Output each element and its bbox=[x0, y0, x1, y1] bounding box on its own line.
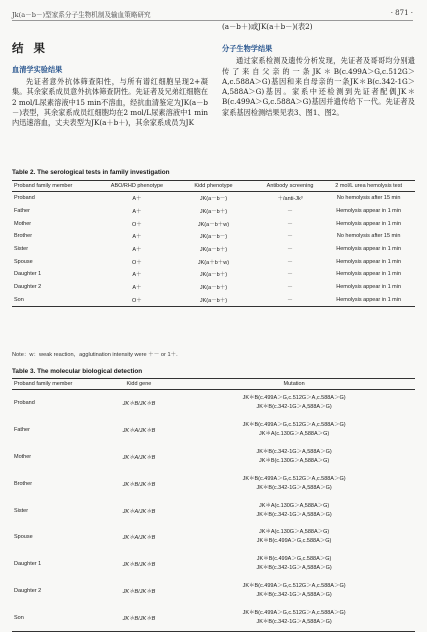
table-cell: Proband bbox=[14, 195, 35, 202]
results-heading: 结 果 bbox=[12, 41, 49, 55]
mutation-line: JK＊B(c.499A＞G,c.512G＞A,c.588A＞G) bbox=[242, 582, 346, 589]
table-cell: JK(a－b＋) bbox=[169, 294, 258, 307]
mutation-line: JK＊B(c.342-1G＞A,588A＞G) bbox=[256, 565, 332, 572]
mutation-line: JK＊B(c.499A＞G,c.512G＞A,c.588A＞G) bbox=[242, 475, 346, 482]
table-row bbox=[12, 230, 415, 243]
table-cell: A＋ bbox=[132, 285, 142, 292]
kidd-gene-cell: JK＊A/JK＊B bbox=[122, 535, 156, 542]
table-row bbox=[12, 497, 415, 524]
table-row bbox=[12, 268, 415, 281]
table-row bbox=[12, 217, 415, 230]
table3-header: Proband family member bbox=[12, 379, 105, 390]
mutation-cell bbox=[173, 390, 415, 417]
table-cell: Hemolysis appear in 1 min bbox=[336, 246, 402, 253]
kidd-gene-cell: JK＊B/JK＊B bbox=[122, 481, 156, 488]
table2-caption: Table 2. The serological tests in family investigation bbox=[12, 169, 170, 176]
serology-heading: 血清学实验结果 bbox=[12, 65, 63, 74]
kidd-gene-cell: JK＊A/JK＊B bbox=[122, 454, 156, 461]
mutation-line: JK＊B(c.499A＞G,c.512G＞A,c.588A＞G) bbox=[242, 395, 346, 402]
member-cell: Daughter 1 bbox=[14, 561, 42, 568]
table-cell: JK(a－b＋) bbox=[199, 247, 228, 254]
mutation-cell bbox=[173, 417, 415, 444]
table-row bbox=[12, 255, 415, 268]
member-cell: Proband bbox=[14, 400, 35, 407]
mutation-line: JK＊B(c.342-1G＞A,588A＞G) bbox=[256, 618, 332, 625]
kidd-gene-cell: JK＊B/JK＊B bbox=[122, 401, 156, 408]
header-title: Jk(a－b－)型家系分子生物机制及输血策略研究 bbox=[12, 11, 151, 19]
molecular-heading: 分子生物学结果 bbox=[222, 44, 273, 54]
mutation-cell bbox=[173, 578, 415, 605]
table-cell: Sister bbox=[14, 246, 29, 253]
mutation-cell bbox=[173, 604, 415, 631]
mutation-cell bbox=[173, 497, 415, 524]
mutation-line: JK＊A(c.130G＞A,588A＞G) bbox=[258, 502, 330, 509]
member-cell: Daughter 2 bbox=[14, 587, 42, 594]
kidd-gene-cell: JK＊B/JK＊B bbox=[122, 588, 156, 595]
table-row bbox=[12, 390, 415, 417]
table3-header: Kidd gene bbox=[105, 379, 174, 390]
table-row bbox=[12, 524, 415, 551]
right-column bbox=[222, 22, 415, 118]
table-row bbox=[12, 444, 415, 471]
kidd-gene-cell: JK＊B/JK＊B bbox=[122, 562, 156, 569]
mutation-cell bbox=[173, 551, 415, 578]
table-cell: Mother bbox=[14, 220, 32, 227]
table-cell: － bbox=[287, 272, 293, 279]
table-cell: Son bbox=[12, 294, 105, 307]
table-row bbox=[12, 470, 415, 497]
table3-caption: Table 3. The molecular biological detection bbox=[12, 368, 143, 375]
table-cell: JK(a＋b＋w) bbox=[197, 259, 230, 266]
table2-header-row bbox=[12, 181, 415, 192]
table-cell: A＋ bbox=[132, 247, 142, 254]
table-row bbox=[12, 294, 415, 307]
mutation-line: JK＊B(c.499A＞G,c.512G＞A,c.588A＞G) bbox=[242, 422, 346, 429]
table-cell: JK(a－b＋) bbox=[199, 272, 228, 279]
table-cell: － bbox=[258, 294, 322, 307]
mutation-cell bbox=[173, 444, 415, 471]
table-cell: JK(a－b－) bbox=[199, 234, 228, 241]
table-cell: A＋ bbox=[132, 196, 142, 203]
table-cell: JK(a－b＋) bbox=[199, 209, 228, 216]
table3-header-row bbox=[12, 379, 415, 390]
table-cell: Hemolysis appear in 1 min bbox=[336, 271, 402, 278]
mutation-line: JK＊B(c.130G＞A,588A＞G) bbox=[258, 457, 330, 464]
table3-header: Mutation bbox=[173, 379, 415, 390]
table-cell: O＋ bbox=[132, 221, 142, 228]
table-cell: JK(a－b＋w) bbox=[197, 221, 230, 228]
table-cell: JK(a－b－) bbox=[199, 196, 228, 203]
mutation-line: JK＊B(c.342-1G＞A,588A＞G) bbox=[256, 448, 332, 455]
table2-header: Proband family member bbox=[12, 181, 105, 192]
table-row bbox=[12, 192, 415, 205]
table-cell: － bbox=[287, 221, 293, 228]
table-cell: Hemolysis appear in 1 min bbox=[336, 220, 402, 227]
table-cell: Spouse bbox=[14, 258, 33, 265]
table-cell: Father bbox=[14, 208, 30, 215]
table-cell: O＋ bbox=[105, 294, 169, 307]
table-cell: Brother bbox=[14, 233, 33, 240]
table-row bbox=[12, 417, 415, 444]
mutation-line: JK＊B(c.499A＞G,c.512G＞A,c.588A＞G) bbox=[242, 609, 346, 616]
continuation-line: (a－b＋)或JK(a＋b－)(表2) bbox=[222, 22, 313, 31]
mutation-line: JK＊B(c.499A＞G,c.588A＞G) bbox=[256, 556, 332, 563]
table-cell: － bbox=[287, 247, 293, 254]
left-column bbox=[12, 22, 208, 128]
table-cell: No hemolysis after 15 min bbox=[336, 195, 401, 202]
table-cell: A＋ bbox=[132, 272, 142, 279]
table-cell: Daughter 1 bbox=[14, 271, 42, 278]
member-cell: Sister bbox=[14, 507, 29, 514]
mutation-line: JK＊B(c.342-1G＞A,588A＞G) bbox=[256, 484, 332, 491]
molecular-paragraph: 通过家系检测及遗传分析发现，先证者及哥哥均分别遗传了来自父亲的一条JK＊B(c.499A＞G,c.512G＞A,c.588A＞G)基因和来自母亲的一条JK＊B(c.342-1G＞A,588A＞G)基因。家系中还检测到先证者配偶JK＊B(c.499A＞G,c.588A＞G)基因并遗传给下一代。先证者及家系基因检测结果见表3、图1、图2。 bbox=[222, 56, 415, 117]
table-cell: JK(a－b＋) bbox=[199, 285, 228, 292]
mutation-line: JK＊A(c.130G＞A,588A＞G) bbox=[258, 529, 330, 536]
table2 bbox=[12, 180, 415, 307]
table2-header: 2 mol/L urea hemolysis test bbox=[322, 181, 415, 192]
table-cell: － bbox=[287, 285, 293, 292]
member-cell: Spouse bbox=[14, 534, 33, 541]
kidd-gene-cell: JK＊A/JK＊B bbox=[122, 508, 156, 515]
table2-note: Note：w：weak reaction，agglutination intensity were ＋－ or 1＋. bbox=[12, 352, 178, 358]
table-row bbox=[12, 205, 415, 218]
member-cell: Father bbox=[14, 427, 30, 434]
table-row bbox=[12, 551, 415, 578]
table-row bbox=[12, 243, 415, 256]
table-cell: Daughter 2 bbox=[14, 284, 42, 291]
table-cell: Hemolysis appear in 1 min bbox=[336, 208, 402, 215]
table-cell: ＋/anti-Jk³ bbox=[277, 196, 303, 203]
table-row bbox=[12, 578, 415, 605]
table-cell: Hemolysis appear in 1 min bbox=[322, 294, 415, 307]
table-cell: － bbox=[287, 234, 293, 241]
table-cell: Hemolysis appear in 1 min bbox=[336, 284, 402, 291]
member-cell: Son bbox=[12, 604, 105, 631]
table-cell: O＋ bbox=[132, 259, 142, 266]
kidd-gene-cell: JK＊A/JK＊B bbox=[122, 428, 156, 435]
table-row bbox=[12, 281, 415, 294]
table-cell: － bbox=[287, 209, 293, 216]
mutation-line: JK＊B(c.342-1G＞A,588A＞G) bbox=[256, 511, 332, 518]
running-header bbox=[12, 9, 413, 21]
table2-header: ABO/RHD phenotype bbox=[105, 181, 169, 192]
page-number: · 871 · bbox=[390, 9, 413, 17]
header-rule bbox=[12, 20, 413, 21]
table-row bbox=[12, 604, 415, 631]
member-cell: Brother bbox=[14, 480, 33, 487]
mutation-cell bbox=[173, 524, 415, 551]
table-cell: － bbox=[287, 259, 293, 266]
table3 bbox=[12, 378, 415, 632]
mutation-line: JK＊B(c.342-1G＞A,588A＞G) bbox=[256, 404, 332, 411]
mutation-line: JK＊A(c.130G＞A,588A＞G) bbox=[258, 431, 330, 438]
table-cell: Hemolysis appear in 1 min bbox=[336, 258, 402, 265]
table-cell: No hemolysis after 15 min bbox=[336, 233, 401, 240]
mutation-cell bbox=[173, 470, 415, 497]
serology-paragraph: 先证者意外抗体筛查阳性，与所有谱红细胞呈现2+凝集。其余家系成员意外抗体筛查阴性。先证者及兄弟红细胞在2 mol/L尿素溶液中15 min不溶血，经抗血清鉴定为JK(a－b－)表型，其余家系成员红细胞均在2 mol/L尿素溶液中1 min内迅速溶血，丈夫表型为JK(a＋b＋)，其余家系成员为JK bbox=[12, 77, 208, 128]
mutation-line: JK＊B(c.342-1G＞A,588A＞G) bbox=[256, 591, 332, 598]
table-cell: A＋ bbox=[132, 209, 142, 216]
table2-header: Kidd phenotype bbox=[169, 181, 258, 192]
kidd-gene-cell: JK＊B/JK＊B bbox=[105, 604, 174, 631]
mutation-line: JK＊B(c.499A＞G,c.588A＞G) bbox=[256, 538, 332, 545]
table2-header: Antibody screening bbox=[258, 181, 322, 192]
table-cell: A＋ bbox=[132, 234, 142, 241]
member-cell: Mother bbox=[14, 453, 32, 460]
